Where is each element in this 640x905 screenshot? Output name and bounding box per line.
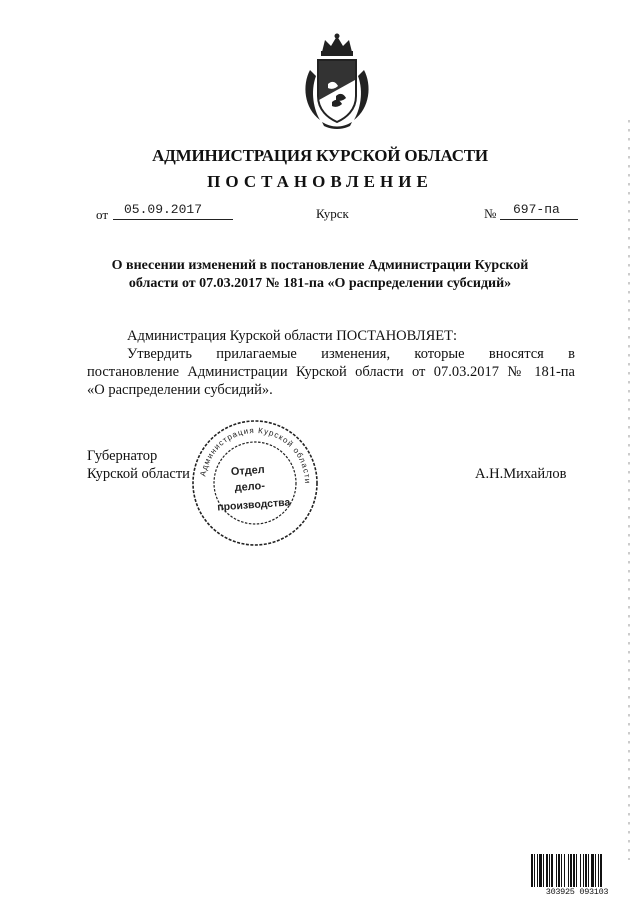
office-stamp — [190, 418, 320, 548]
scan-edge-artifact — [628, 120, 630, 860]
signatory-title-line-2: Курской области — [87, 466, 190, 482]
organization-title: АДМИНИСТРАЦИЯ КУРСКОЙ ОБЛАСТИ — [152, 146, 488, 165]
subject-line-2: области от 07.03.2017 № 181-па «О распределении субсидий» — [128, 276, 512, 291]
body-line-4: «О распределении субсидий». — [87, 382, 273, 398]
body-line-3: постановление Администрации Курской области от 07.03.2017 № 181-па — [87, 364, 575, 380]
city-name: Курск — [316, 206, 349, 221]
stamp-line-1: Отдел — [230, 463, 266, 479]
signatory-title-line-1: Губернатор — [87, 448, 158, 464]
stamp-ring-text: Администрация Курской области — [198, 425, 313, 485]
document-date: 05.09.2017 — [124, 202, 203, 217]
document-number: 697-па — [513, 202, 560, 217]
number-prefix: № — [484, 206, 497, 221]
stamp-line-2: дело- — [234, 479, 266, 495]
subject-line-1: О внесении изменений в постановление Администрации Курской — [111, 258, 529, 273]
date-underline — [113, 219, 233, 220]
barcode-number: 303925 093103 — [530, 887, 624, 897]
number-underline — [500, 219, 578, 220]
document-type: ПОСТАНОВЛЕНИЕ — [207, 172, 433, 191]
stamp-line-3: производства — [216, 496, 291, 514]
body-line-1: Администрация Курской области ПОСТАНОВЛЯЕТ: — [127, 328, 458, 344]
coat-of-arms-emblem — [292, 30, 382, 130]
date-prefix: от — [96, 207, 109, 222]
signatory-name: А.Н.Михайлов — [475, 466, 567, 482]
body-line-2: Утвердить прилагаемые изменения, которые вносятся в — [127, 346, 575, 362]
document-subject — [60, 257, 580, 293]
